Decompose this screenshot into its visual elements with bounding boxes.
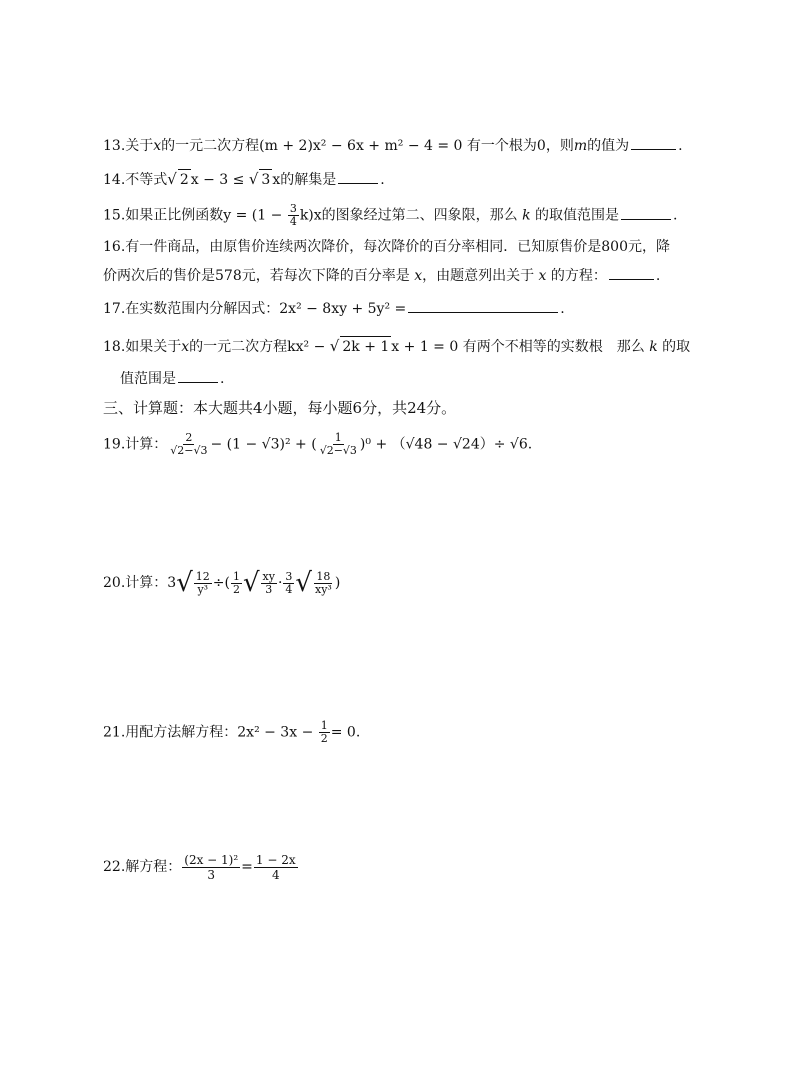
sqrt-icon: √ [248,170,259,188]
question-20: 20.计算：3√ $\frac{12}{\text{y³}}$ ÷( $\frac{1}{2}$ √ $\frac{xy}{3}$ · $\frac{3}{4}$ √ $\frac{18}{\text{xy³}}$ ) [103,568,341,598]
question-22: 22.解方程： $\frac{\text{(2x − 1)²}}{3}$ = $\frac{1 - 2x}{4}$ [103,852,296,882]
answer-blank[interactable] [621,205,671,220]
question-18-line-2: 值范围是 . [120,368,744,389]
answer-blank[interactable] [631,135,676,150]
question-17: 17.在实数范围内分解因式：2x² − 8xy + 5y² = . [103,298,744,319]
answer-blank[interactable] [178,368,218,383]
section-3-heading: 三、计算题：本大题共4小题，每小题6分，共24分。 [103,399,457,417]
sqrt-icon: √ [295,568,312,598]
answer-blank[interactable] [408,298,558,313]
question-13: 13.关于x的一元二次方程(m + 2)x² − 6x + m² − 4 = 0 有一个根为0，则m的值为 . [103,135,744,156]
answer-blank[interactable] [609,265,654,280]
question-16-line-2: 价两次后的售价是578元，若每次下降的百分率是 x，由题意列出关于 x 的方程： . [103,265,744,286]
question-15: 15.如果正比例函数y = (1 − $\frac{3}{4}$ k)x的图象经过第二、四象限，那么 k 的取值范围是 . [103,202,678,228]
question-21: 21.用配方法解方程：2x² − 3x − $\frac{1}{2}$ = 0. [103,719,361,745]
equation: (m + 2)x² − 6x + m² − 4 = 0 [259,138,463,154]
sqrt-icon: √ [167,170,177,188]
sqrt-icon: √ [176,568,193,598]
sqrt-icon: √ [329,337,340,355]
sqrt-icon: √ [242,568,260,598]
question-14: 14.不等式√ 2 x − 3 ≤ √ 3 x的解集是 . [103,170,385,188]
answer-blank[interactable] [338,169,378,184]
question-18-line-1: 18.如果关于x的一元二次方程kx² − √ 2k + 1 x + 1 = 0 有两个不相等的实数根 那么 k 的取 [103,337,691,355]
question-19: 19.计算： $\frac{2}{√2-√3}$ − (1 − √3)² + ( $\frac{1}{√2-√3}$ )⁰ + （√48 − √24）÷ √6. [103,431,533,457]
question-number: 13. [103,138,126,154]
question-16-line-1: 16.有一件商品，由原售价连续两次降价，每次降价的百分率相同．已知原售价是800元，降 [103,239,670,255]
